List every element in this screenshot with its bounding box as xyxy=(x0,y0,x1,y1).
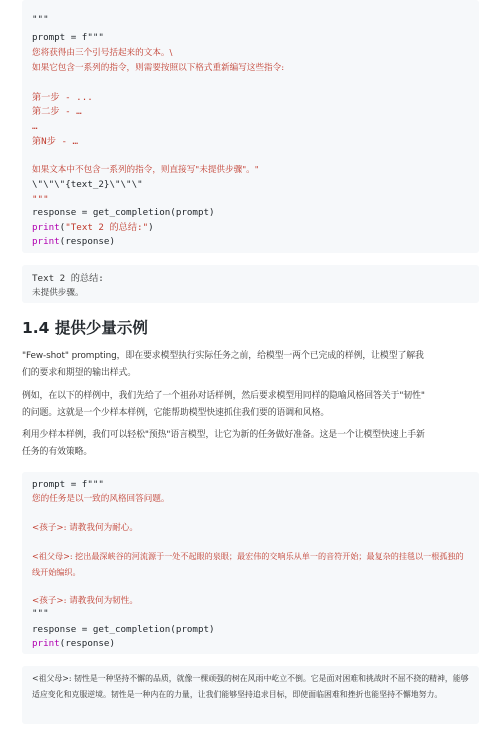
code-line: \"\"\"{text_2}\"\"\" xyxy=(32,179,143,190)
code-line: response = get_completion(prompt) xyxy=(32,624,215,635)
code-line: """ xyxy=(32,194,49,205)
paragraph-line: 们的要求和期望的输出样式。 xyxy=(22,367,137,378)
paragraph-line: 例如，在以下的样例中，我们先给了一个祖孙对话样例，然后要求模型用同样的隐喻风格回答关于"韧性" xyxy=(22,391,425,401)
paragraph-line: 任务的有效策略。 xyxy=(22,446,93,457)
code-line: <祖父母>: 挖出最深峡谷的河流源于一处不起眼的泉眼；最宏伟的交响乐从单一的音符开始；最复杂的挂毯以一根孤独的线开始编织。 xyxy=(32,551,464,577)
code-line: <孩子>: 请教我何为耐心。 xyxy=(32,523,138,533)
code-line: print(response) xyxy=(32,638,115,649)
code-line: print(response) xyxy=(32,236,115,247)
paragraph-line: 的问题。这就是一个少样本样例，它能帮助模型快速抓住我们要的语调和风格。 xyxy=(22,407,330,418)
paragraph-strategy xyxy=(22,427,480,460)
code-line: 您的任务是以一致的风格回答问题。 xyxy=(32,494,170,504)
code-line: 第一步 - ... xyxy=(32,92,93,103)
code-line: 如果文本中不包含一系列的指令，则直接写"未提供步骤"。" xyxy=(32,165,259,175)
code-line: 第二步 - … xyxy=(32,106,82,117)
code-line: print("Text 2 的总结:") xyxy=(32,222,154,233)
paragraph-example xyxy=(22,388,480,421)
code-line: """ xyxy=(32,608,49,619)
code-block-2 xyxy=(22,472,479,654)
code-line: … xyxy=(32,121,38,132)
code-block-1 xyxy=(22,0,479,253)
code-line: 如果它包含一系列的指令，则需要按照以下格式重新编写这些指令: xyxy=(32,63,285,73)
output-block-1 xyxy=(22,265,479,303)
code-line: response = get_completion(prompt) xyxy=(32,207,215,218)
output-text: <祖父母>: 韧性是一种坚持不懈的品质，就像一棵顽强的树在风雨中屹立不倒。它是面对困难和挑战时不屈不挠的精神，能够适应变化和克服逆境。韧性是一种内在的力量，让我们能够坚持追求目标，即使面临困难和挫折也能坚持不懈地努力。 xyxy=(32,674,469,699)
code-line: prompt = f""" xyxy=(32,32,104,43)
code-line: """ xyxy=(32,14,49,25)
paragraph-few-shot xyxy=(22,348,480,381)
section-heading: 1.4 提供少量示例 xyxy=(22,319,148,337)
output-line: Text 2 的总结: xyxy=(32,273,104,284)
code-line: prompt = f""" xyxy=(32,479,104,490)
code-line: 第N步 - … xyxy=(32,136,79,147)
code-line: 您将获得由三个引号括起来的文本。\ xyxy=(32,48,173,58)
paragraph-line: 利用少样本样例，我们可以轻松"预热"语言模型，让它为新的任务做好准备。这是一个让模型快速上手新 xyxy=(22,430,425,440)
output-block-2 xyxy=(22,666,479,724)
output-line: 未提供步骤。 xyxy=(32,288,84,298)
code-line: <孩子>: 请教我何为韧性。 xyxy=(32,596,138,606)
paragraph-line: "Few-shot" prompting，即在要求模型执行实际任务之前，给模型一两个已完成的样例，让模型了解我 xyxy=(22,351,424,361)
